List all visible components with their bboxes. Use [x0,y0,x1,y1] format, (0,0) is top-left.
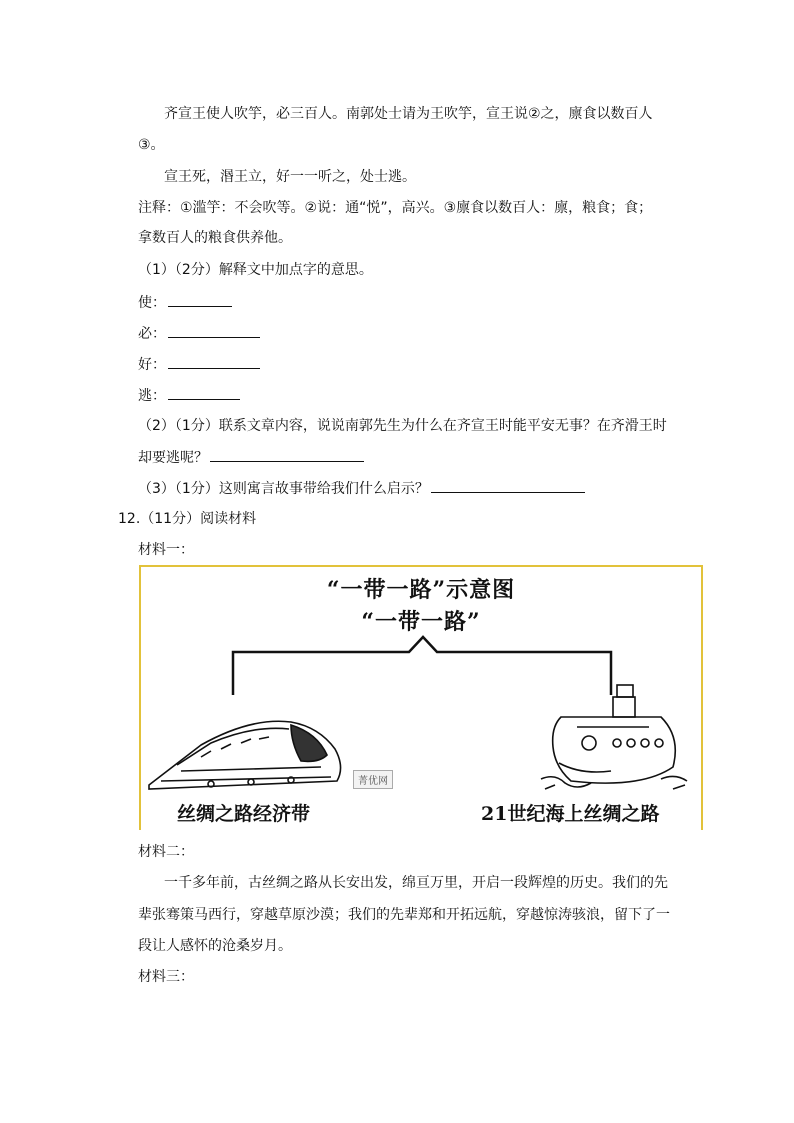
question-1-prompt: （1）（2分）解释文中加点字的意思。 [138,262,373,278]
answer-blank[interactable] [168,292,232,307]
material-1-label: 材料一： [138,542,194,558]
passage-line-1: 齐宣王使人吹竽，必三百人。南郭处士请为王吹竽，宣王说②之，廪食以数百人 [164,106,653,122]
belt-and-road-figure [139,565,703,830]
answer-blank[interactable] [431,478,585,493]
q1-item-shi [138,292,232,313]
passage-line-3: 宣王死，湣王立，好一一听之，处士逃。 [164,169,416,185]
answer-blank[interactable] [168,323,260,338]
question-2-tail: 却要逃呢？ [138,450,208,466]
material-2-line-1: 一千多年前，古丝绸之路从长安出发，绵亘万里，开启一段辉煌的历史。我们的先 [164,875,668,891]
q1-item-label: 必： [138,326,166,342]
material-2-line-3: 段让人感怀的沧桑岁月。 [138,938,292,954]
question-3-prompt: （3）（1分）这则寓言故事带给我们什么启示？ [138,481,429,497]
figure-title: “一带一路”示意图 [326,577,516,603]
ship-icon [541,685,687,789]
question-3 [138,478,585,499]
material-2-label: 材料二： [138,844,194,860]
figure-label-silk-road-economic-belt: 丝绸之路经济带 [177,803,311,825]
answer-blank[interactable] [210,447,364,462]
answer-blank[interactable] [168,385,240,400]
passage-line-2: ③。 [138,137,165,153]
figure-label-maritime-silk-road: 21世纪海上丝绸之路 [481,803,660,825]
q1-item-tao [138,385,240,406]
train-icon [149,721,341,789]
watermark: 菁优网 [353,770,393,789]
q1-item-label: 使： [138,295,166,311]
material-2-line-2: 辈张骞策马西行，穿越草原沙漠；我们的先辈郑和开拓远航，穿越惊涛骇浪，留下了一 [138,907,670,923]
q1-item-hao [138,354,260,375]
material-3-label: 材料三： [138,969,194,985]
question-2-line-1: （2）（1分）联系文章内容，说说南郭先生为什么在齐宣王时能平安无事？在齐滑王时 [138,418,667,434]
question-2-line-2 [138,447,364,468]
q1-item-label: 逃： [138,388,166,404]
note-line-2: 拿数百人的粮食供养他。 [138,230,292,246]
figure-subtitle: “一带一路” [361,609,481,635]
note-line-1: 注释：①滥竽：不会吹等。②说：通“悦”，高兴。③廪食以数百人：廪，粮食；食； [138,200,653,216]
question-12-header: 12.（11分）阅读材料 [118,511,257,527]
q1-item-bi [138,323,260,344]
q1-item-label: 好： [138,357,166,373]
answer-blank[interactable] [168,354,260,369]
